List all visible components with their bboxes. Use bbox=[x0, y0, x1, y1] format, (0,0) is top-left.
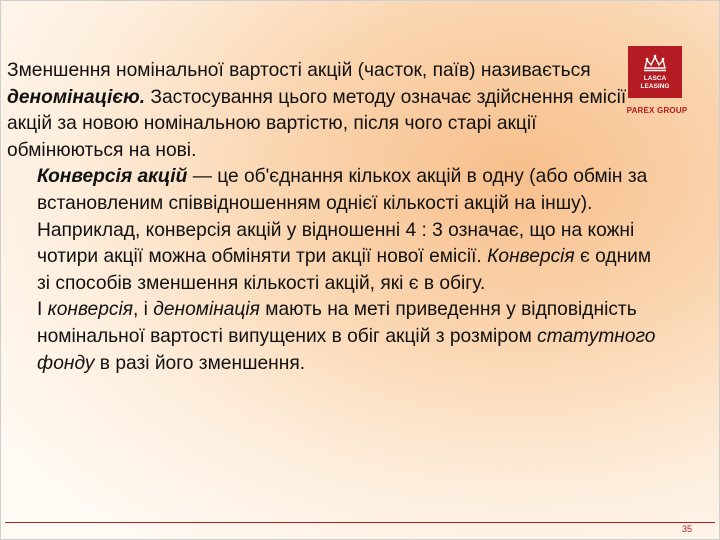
page-number: 35 bbox=[681, 524, 692, 534]
p1-text-1: Зменшення номінальної вартості акцій (часток, паїв) називається bbox=[7, 60, 591, 81]
p3-text-4: в разі його зменшення. bbox=[94, 352, 306, 374]
slide-body bbox=[7, 58, 657, 377]
term-denomination: деномінацією. bbox=[7, 86, 146, 108]
p1-text-2: Застосування цього методу означає здійснення емісії акцій за новою номінальною вартістю, після чого старі акції обмінюються на нові. bbox=[7, 86, 627, 161]
paragraph-purpose bbox=[7, 297, 657, 377]
logo-group-caption: PAREX GROUP bbox=[626, 106, 688, 115]
term-conversion-2: конверсія bbox=[47, 299, 134, 321]
p3-text-3: мають на меті приведення у відповідність номінальної вартості випущених в обіг акцій з розміром bbox=[37, 299, 637, 347]
p3-text-1: І bbox=[37, 299, 48, 321]
logo-name-line1: LASCA bbox=[643, 75, 667, 82]
paragraph-denomination bbox=[7, 58, 657, 164]
term-conversion: Конверсія bbox=[487, 246, 575, 268]
term-share-conversion: Конверсія акцій bbox=[37, 166, 188, 188]
p2-text-2: є одним зі способів зменшення кількості акцій, які є в обігу. bbox=[37, 246, 652, 294]
term-charter-capital: статутного фонду bbox=[37, 325, 656, 374]
paragraph-conversion bbox=[7, 164, 657, 297]
logo-name-line2: LEASING bbox=[640, 83, 670, 90]
term-denomination-2: деномінація bbox=[153, 299, 260, 321]
footer-divider bbox=[5, 522, 715, 523]
p3-text-2: , і bbox=[133, 299, 154, 321]
p2-text-1: — це об'єднання кількох акцій в одну (або обмін за встановленим співвідношенням однієї кількості акцій на іншу). Наприклад, конверсія акцій у відношенні 4 : 3 означає, що на кожні чотири акції можна обміняти три акції нової емісії. bbox=[37, 166, 648, 268]
